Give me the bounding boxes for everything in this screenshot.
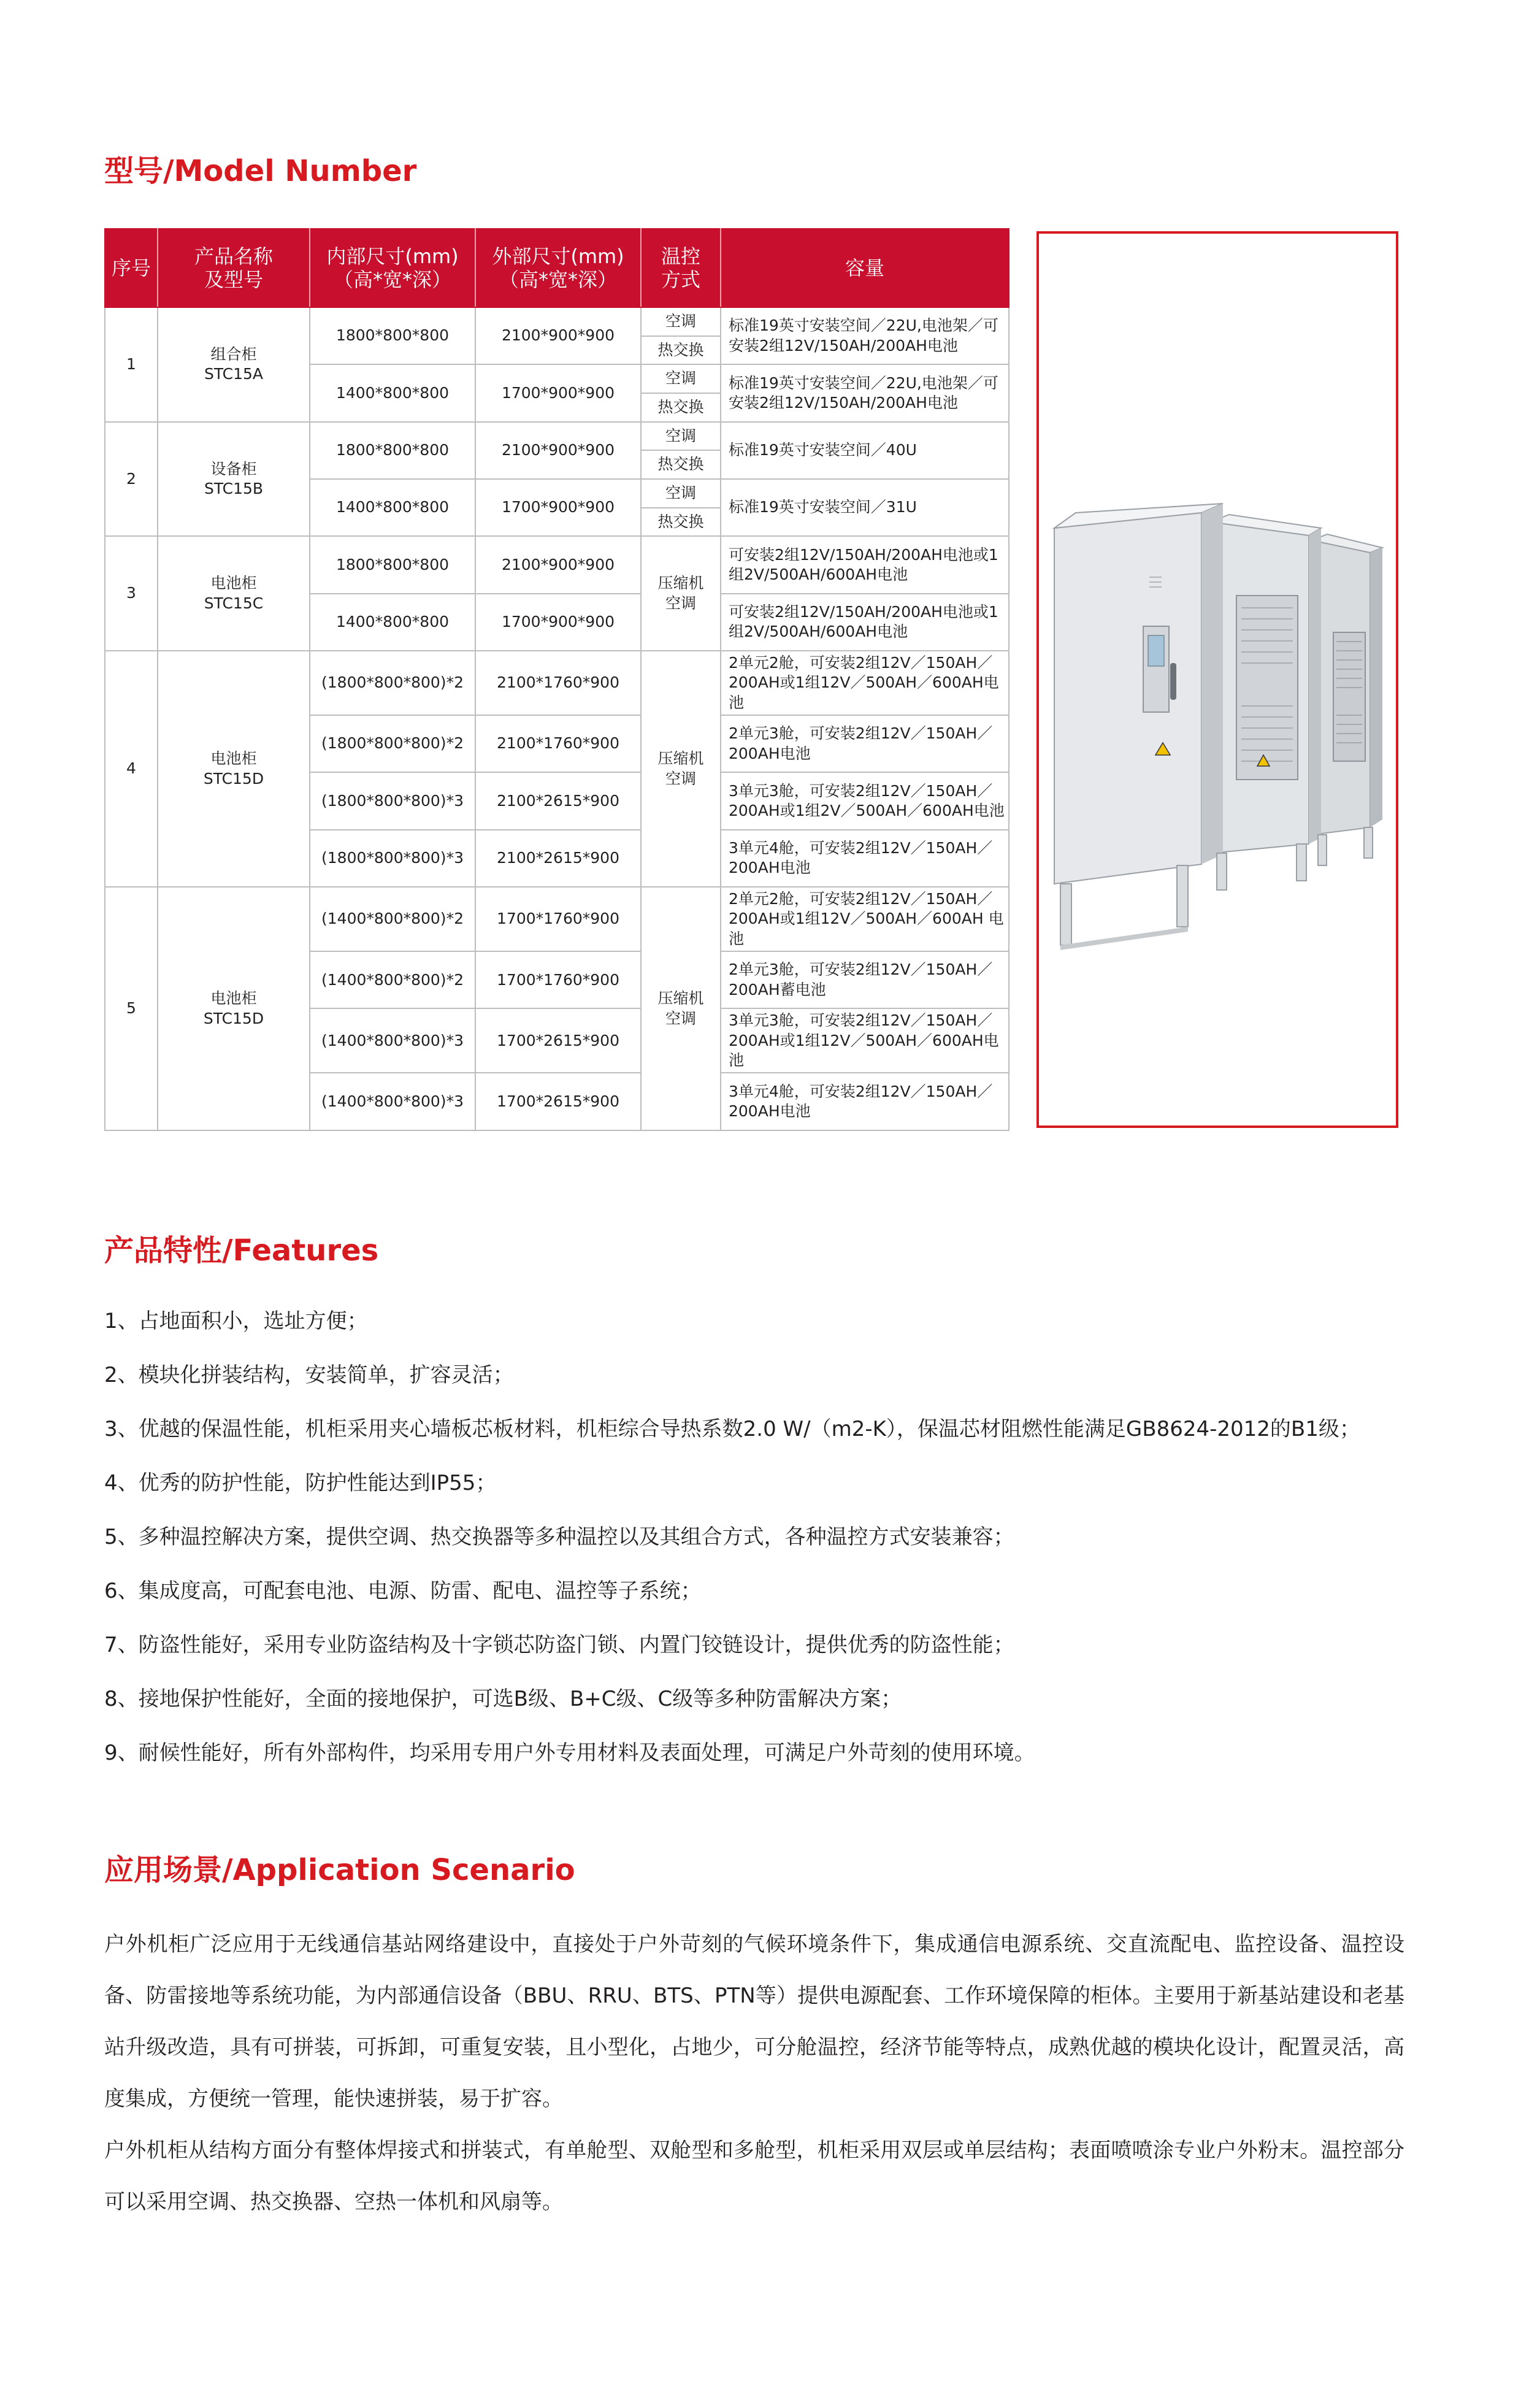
spec-table <box>104 228 1010 1131</box>
capacity-cell: 标准19英寸安装空间／31U <box>721 479 1009 536</box>
feature-item: 7、防盗性能好，采用专业防盗结构及十字锁芯防盗门锁、内置门铰链设计，提供优秀的防盗性能； <box>104 1633 1014 1657</box>
spec-table-container <box>104 228 1008 1131</box>
temp-control-cell: 热交换 <box>641 508 721 537</box>
outer-size-cell: 2100*2615*900 <box>475 830 641 887</box>
capacity-cell: 2单元3舱，可安装2组12V／150AH／200AH蓄电池 <box>721 951 1009 1008</box>
table-header-cell: 外部尺寸(mm) （高*宽*深） <box>475 229 641 307</box>
table-row <box>105 887 1009 919</box>
inner-size-cell: (1400*800*800)*2 <box>310 887 475 951</box>
inner-size-cell: (1800*800*800)*3 <box>310 830 475 887</box>
table-header-cell: 容量 <box>721 229 1009 307</box>
temp-control-cell: 空调 <box>641 479 721 508</box>
table-body <box>105 307 1009 1130</box>
product-name-cell: 电池柜 STC15D <box>158 651 310 887</box>
outer-size-cell: 1700*900*900 <box>475 479 641 536</box>
inner-size-cell: (1400*800*800)*2 <box>310 951 475 1008</box>
inner-size-cell: (1800*800*800)*2 <box>310 715 475 772</box>
feature-item: 4、优秀的防护性能，防护性能达到IP55； <box>104 1471 497 1495</box>
outer-size-cell: 1700*1760*900 <box>475 951 641 1008</box>
table-header-cell: 内部尺寸(mm) （高*宽*深） <box>310 229 475 307</box>
capacity-cell: 3单元3舱，可安装2组12V／150AH／200AH或1组2V／500AH／600AH电池 <box>721 772 1009 829</box>
product-name-cell: 电池柜 STC15D <box>158 887 310 1130</box>
feature-item: 3、优越的保温性能，机柜采用夹心墙板芯板材料，机柜综合导热系数2.0 W/（m2-K），保温芯材阻燃性能满足GB8624-2012的B1级； <box>104 1417 1360 1441</box>
row-number-cell: 3 <box>105 536 158 651</box>
feature-item: 5、多种温控解决方案，提供空调、热交换器等多种温控以及其组合方式，各种温控方式安装兼容； <box>104 1525 1014 1549</box>
capacity-cell: 2单元2舱，可安装2组12V／150AH／200AH或1组12V／500AH／600AH 电池 <box>721 887 1009 951</box>
row-number-cell: 2 <box>105 422 158 537</box>
outer-size-cell: 2100*900*900 <box>475 536 641 593</box>
capacity-cell: 3单元3舱，可安装2组12V／150AH／200AH或1组12V／500AH／600AH电池 <box>721 1008 1009 1073</box>
temp-control-cell: 压缩机 空调 <box>641 887 721 1130</box>
inner-size-cell: 1800*800*800 <box>310 307 475 364</box>
table-header-cell: 产品名称 及型号 <box>158 229 310 307</box>
capacity-cell: 标准19英寸安装空间／22U,电池架／可安装2组12V/150AH/200AH电池 <box>721 307 1009 364</box>
product-image-frame <box>1036 231 1398 1128</box>
inner-size-cell: (1800*800*800)*3 <box>310 772 475 829</box>
product-name-cell: 组合柜 STC15A <box>158 307 310 422</box>
row-number-cell: 4 <box>105 651 158 887</box>
outer-size-cell: 1700*900*900 <box>475 364 641 421</box>
table-header-cell: 序号 <box>105 229 158 307</box>
feature-item: 6、集成度高，可配套电池、电源、防雷、配电、温控等子系统； <box>104 1579 702 1603</box>
table-header-cell: 温控 方式 <box>641 229 721 307</box>
table-header-row <box>105 229 1009 307</box>
capacity-cell: 3单元4舱，可安装2组12V／150AH／200AH电池 <box>721 830 1009 887</box>
capacity-cell: 标准19英寸安装空间／22U,电池架／可安装2组12V/150AH/200AH电池 <box>721 364 1009 421</box>
application-paragraph: 户外机柜从结构方面分有整体焊接式和拼装式，有单舱型、双舱型和多舱型，机柜采用双层或单层结构；表面喷喷涂专业户外粉末。温控部分可以采用空调、热交换器、空热一体机和风扇等。 <box>104 2138 1404 2214</box>
temp-control-cell: 空调 <box>641 422 721 451</box>
feature-item: 8、接地保护性能好，全面的接地保护，可选B级、B+C级、C级等多种防雷解决方案； <box>104 1687 902 1711</box>
feature-item: 1、占地面积小，选址方便； <box>104 1309 368 1333</box>
table-row <box>105 422 1009 451</box>
temp-control-cell: 压缩机 空调 <box>641 651 721 887</box>
feature-item: 2、模块化拼装结构，安装简单，扩容灵活； <box>104 1363 514 1387</box>
temp-control-cell: 压缩机 空调 <box>641 536 721 651</box>
temp-control-cell: 热交换 <box>641 450 721 479</box>
application-heading: 应用场景/Application Scenario <box>104 1853 575 1887</box>
application-text <box>104 1919 1404 2228</box>
inner-size-cell: 1800*800*800 <box>310 536 475 593</box>
features-list <box>104 1306 1360 1792</box>
outer-size-cell: 1700*1760*900 <box>475 887 641 951</box>
outer-size-cell: 2100*900*900 <box>475 422 641 479</box>
temp-control-cell: 热交换 <box>641 336 721 365</box>
inner-size-cell: (1800*800*800)*2 <box>310 651 475 715</box>
application-paragraph: 户外机柜广泛应用于无线通信基站网络建设中，直接处于户外苛刻的气候环境条件下，集成通信电源系统、交直流配电、监控设备、温控设备、防雷接地等系统功能，为内部通信设备（BBU、RRU、BTS、PTN等）提供电源配套、工作环境保障的柜体。主要用于新基站建设和老基站升级改造，具有可拼装，可拆卸，可重复安装，且小型化，占地少，可分舱温控，经济节能等特点，成熟优越的模块化设计，配置灵活，高度集成，方便统一管理，能快速拼装，易于扩容。 <box>104 1932 1404 2111</box>
model-number-heading: 型号/Model Number <box>104 154 417 188</box>
outer-size-cell: 1700*900*900 <box>475 594 641 651</box>
inner-size-cell: (1400*800*800)*3 <box>310 1073 475 1130</box>
outer-size-cell: 2100*1760*900 <box>475 651 641 715</box>
table-row <box>105 651 1009 683</box>
inner-size-cell: 1400*800*800 <box>310 364 475 421</box>
inner-size-cell: 1400*800*800 <box>310 479 475 536</box>
row-number-cell: 1 <box>105 307 158 422</box>
temp-control-cell: 空调 <box>641 307 721 336</box>
temp-control-cell: 空调 <box>641 364 721 393</box>
outer-size-cell: 2100*900*900 <box>475 307 641 364</box>
feature-item: 9、耐候性能好，所有外部构件，均采用专用户外专用材料及表面处理，可满足户外苛刻的使用环境。 <box>104 1741 1035 1765</box>
features-heading: 产品特性/Features <box>104 1233 379 1268</box>
table-row <box>105 307 1009 336</box>
table-row <box>105 536 1009 565</box>
capacity-cell: 可安装2组12V/150AH/200AH电池或1组2V/500AH/600AH电池 <box>721 594 1009 651</box>
product-name-cell: 电池柜 STC15C <box>158 536 310 651</box>
capacity-cell: 3单元4舱，可安装2组12V／150AH／200AH电池 <box>721 1073 1009 1130</box>
outer-size-cell: 2100*1760*900 <box>475 715 641 772</box>
outer-size-cell: 1700*2615*900 <box>475 1073 641 1130</box>
capacity-cell: 2单元3舱，可安装2组12V／150AH／200AH电池 <box>721 715 1009 772</box>
inner-size-cell: (1400*800*800)*3 <box>310 1008 475 1073</box>
outer-size-cell: 1700*2615*900 <box>475 1008 641 1073</box>
outer-size-cell: 2100*2615*900 <box>475 772 641 829</box>
capacity-cell: 可安装2组12V/150AH/200AH电池或1组2V/500AH/600AH电池 <box>721 536 1009 593</box>
row-number-cell: 5 <box>105 887 158 1130</box>
temp-control-cell: 热交换 <box>641 393 721 422</box>
outdoor-cabinet-photo-icon <box>1039 234 1396 1125</box>
capacity-cell: 2单元2舱，可安装2组12V／150AH／200AH或1组12V／500AH／600AH电池 <box>721 651 1009 715</box>
product-name-cell: 设备柜 STC15B <box>158 422 310 537</box>
inner-size-cell: 1800*800*800 <box>310 422 475 479</box>
inner-size-cell: 1400*800*800 <box>310 594 475 651</box>
capacity-cell: 标准19英寸安装空间／40U <box>721 422 1009 479</box>
